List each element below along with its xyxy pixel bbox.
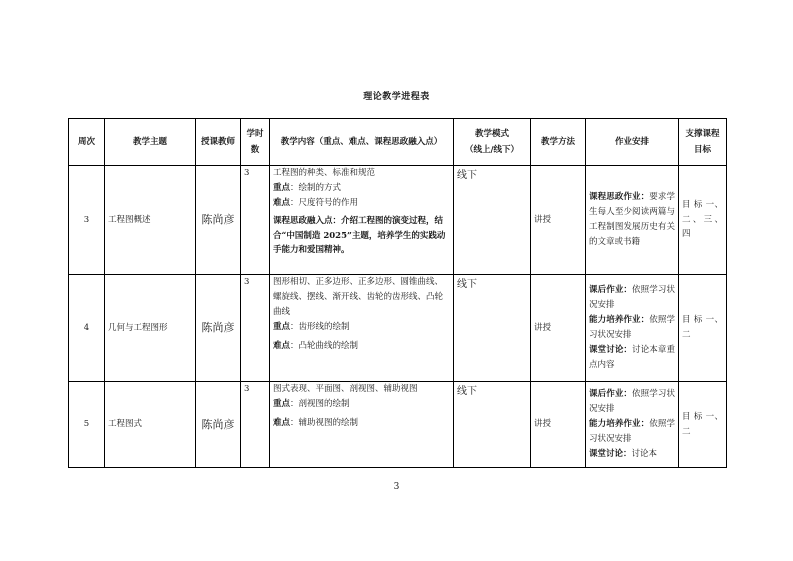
homework-cell [586, 382, 679, 468]
header-row [69, 119, 727, 166]
content-intro: 工程图的种类、标准和规范 [273, 168, 376, 178]
hours-cell: 3 [241, 382, 270, 468]
header-mode [454, 119, 531, 166]
after-class-text: 依照学习状况安排 [589, 389, 675, 415]
difficulty-text: ：辅助视图的绘制 [290, 417, 359, 428]
goal-cell: 目 标 一、二、三、四 [679, 166, 727, 275]
topic-cell: 工程图概述 [105, 166, 196, 275]
goal-cell: 目 标 一、二 [679, 275, 727, 382]
discussion-text: 讨论本章重点内容 [589, 344, 675, 370]
difficulty-label: 难点 [273, 340, 291, 351]
header-topic: 教学主题 [105, 119, 196, 166]
homework-cell [586, 275, 679, 382]
ability-text: 依照学习状况安排 [589, 315, 675, 340]
content-cell [270, 275, 454, 382]
header-teacher: 授课教师 [196, 119, 241, 166]
header-method: 教学方法 [531, 119, 586, 166]
homework-cell [586, 166, 679, 275]
difficulty-label: 难点 [273, 417, 291, 428]
homework-label: 课程思政作业： [589, 192, 650, 203]
header-week: 周次 [69, 119, 105, 166]
hours-cell: 3 [241, 275, 270, 382]
key-text: ：剖视图的绘制 [290, 398, 350, 409]
topic-cell: 工程图式 [105, 382, 196, 468]
ability-text: 依照学习状况安排 [589, 419, 675, 444]
method-cell: 讲授 [531, 275, 586, 382]
header-hours: 学时数 [241, 119, 270, 166]
table-row [69, 166, 727, 275]
teacher-cell: 陈尚彦 [196, 166, 241, 275]
header-goal: 支撑课程目标 [679, 119, 727, 166]
ability-label: 能力培养作业： [589, 419, 650, 430]
difficulty-text: ：凸轮曲线的绘制 [290, 340, 359, 351]
week-cell: 3 [69, 166, 105, 275]
week-cell: 5 [69, 382, 105, 468]
after-class-label: 课后作业： [589, 389, 633, 400]
hours-cell: 3 [241, 166, 270, 275]
key-label: 重点 [273, 321, 291, 332]
table-row [69, 275, 727, 382]
teacher-cell: 陈尚彦 [196, 382, 241, 468]
content-intro: 图形相切、正多边形、正多边形、圆锥曲线、螺旋线、摆线、渐开线、齿轮的齿形线、凸轮曲线 [273, 277, 444, 317]
homework-text: 要求学生每人至少阅读两篇与工程制图发展历史有关的文章或书籍 [589, 192, 675, 247]
discussion-text: 讨论本 [631, 448, 658, 459]
difficulty-text: ：尺度符号的作用 [290, 197, 359, 208]
after-class-text: 依照学习状况安排 [589, 285, 675, 311]
teaching-schedule-table [68, 118, 727, 468]
header-mode-line1: 教学模式 [474, 128, 509, 139]
teacher-cell: 陈尚彦 [196, 275, 241, 382]
difficulty-label: 难点 [273, 197, 291, 208]
key-label: 重点 [273, 182, 291, 193]
method-cell: 讲授 [531, 166, 586, 275]
discussion-label: 课堂讨论： [589, 344, 633, 355]
key-label: 重点 [273, 398, 291, 409]
goal-cell: 目 标 一、二 [679, 382, 727, 468]
method-cell: 讲授 [531, 382, 586, 468]
topic-cell: 几何与工程图形 [105, 275, 196, 382]
key-text: ：绘制的方式 [290, 182, 342, 193]
page-title: 理论教学进程表 [363, 92, 430, 102]
key-text: ：齿形线的绘制 [290, 321, 350, 332]
ability-label: 能力培养作业： [589, 315, 650, 326]
after-class-label: 课后作业： [589, 285, 633, 296]
table-row [69, 382, 727, 468]
mode-cell: 线下 [454, 382, 531, 468]
content-intro: 图式表现、平面图、剖视图、辅助视图 [273, 384, 418, 394]
header-mode-line2: （线上/线下） [464, 145, 520, 155]
discussion-label: 课堂讨论： [589, 448, 632, 459]
ideology-text: 课程思政融入点：介绍工程图的演变过程，结合“中国制造 2025”主题，培养学生的实践动手能力和爱国精神。 [273, 215, 446, 256]
content-cell [270, 166, 454, 275]
header-homework: 作业安排 [586, 119, 679, 166]
header-content: 教学内容（重点、难点、课程思政融入点） [270, 119, 454, 166]
mode-cell: 线下 [454, 166, 531, 275]
page-number: 3 [393, 482, 400, 492]
week-cell: 4 [69, 275, 105, 382]
mode-cell: 线下 [454, 275, 531, 382]
content-cell [270, 382, 454, 468]
